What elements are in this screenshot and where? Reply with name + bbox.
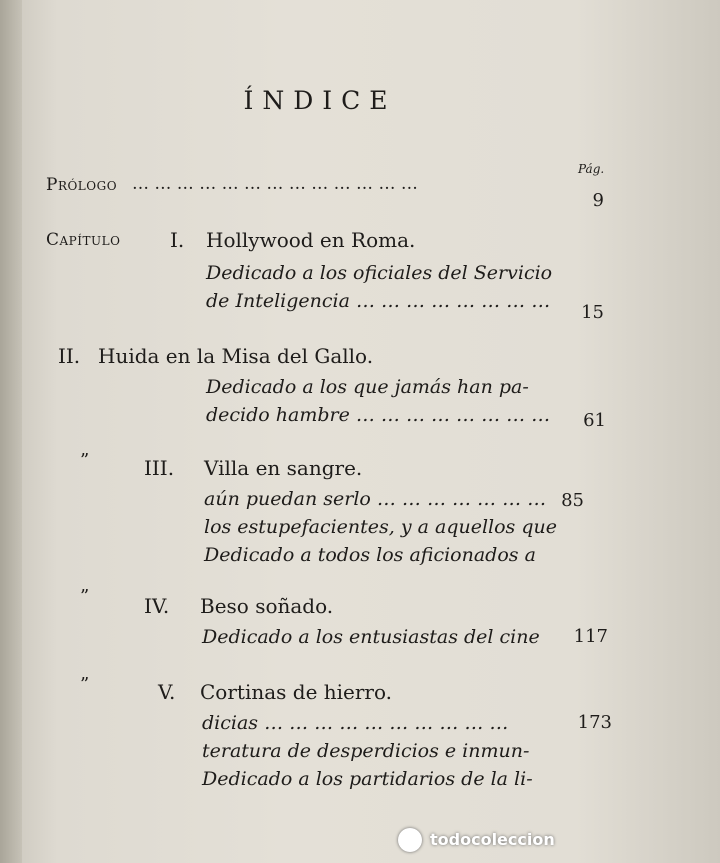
book-spine — [0, 0, 22, 863]
chapter-numeral: IV. — [144, 594, 170, 618]
index-heading: ÍNDICE — [243, 86, 397, 115]
ditto-mark: ” — [80, 586, 90, 607]
dedication-line: aún puedan serlo … … … … … … … — [204, 488, 547, 510]
prologue-label: Prólogo — [46, 175, 118, 195]
dedication-line: Dedicado a los partidarios de la li- — [202, 768, 533, 790]
chapter-numeral: II. — [58, 344, 81, 368]
chapter-page-number: 173 — [577, 712, 612, 733]
dedication-line: Dedicado a los oficiales del Servicio — [206, 262, 553, 284]
dedication-line: Dedicado a los que jamás han pa- — [206, 376, 529, 398]
page-column-label: Pág. — [578, 162, 605, 176]
chapter-page-number: 61 — [583, 410, 606, 431]
watermark-text: todocoleccion — [430, 830, 555, 849]
watermark-logo-icon — [398, 828, 422, 852]
chapter-title: Cortinas de hierro. — [200, 680, 393, 704]
chapter-numeral: V. — [158, 680, 176, 704]
chapter-numeral: III. — [144, 456, 175, 480]
ditto-mark: ” — [80, 450, 90, 471]
prologue-leader-dots: … … … … … … … … … … … … … — [132, 174, 418, 194]
dedication-line: los estupefacientes, y a aquellos que — [204, 516, 557, 538]
ditto-mark: ” — [80, 674, 90, 695]
dedication-line: Dedicado a todos los aficionados a — [204, 544, 536, 566]
dedication-line: dicias … … … … … … … … … … — [202, 712, 509, 734]
chapter-numeral: I. — [170, 228, 185, 252]
dedication-line: decido hambre … … … … … … … … — [206, 404, 551, 426]
chapter-title: Villa en sangre. — [204, 456, 363, 480]
dedication-line: Dedicado a los entusiastas del cine — [202, 626, 540, 648]
prologue-page-number: 9 — [592, 190, 604, 211]
dedication-line: teratura de desperdicios e inmun- — [202, 740, 530, 762]
chapter-title: Huida en la Misa del Gallo. — [98, 344, 374, 368]
chapter-page-number: 15 — [581, 302, 604, 323]
dedication-line: de Inteligencia … … … … … … … … — [206, 290, 551, 312]
chapter-prefix: Capítulo — [46, 230, 121, 250]
chapter-page-number: 117 — [573, 626, 608, 647]
chapter-page-number: 85 — [561, 490, 584, 511]
chapter-title: Beso soñado. — [200, 594, 334, 618]
chapter-title: Hollywood en Roma. — [206, 228, 416, 252]
